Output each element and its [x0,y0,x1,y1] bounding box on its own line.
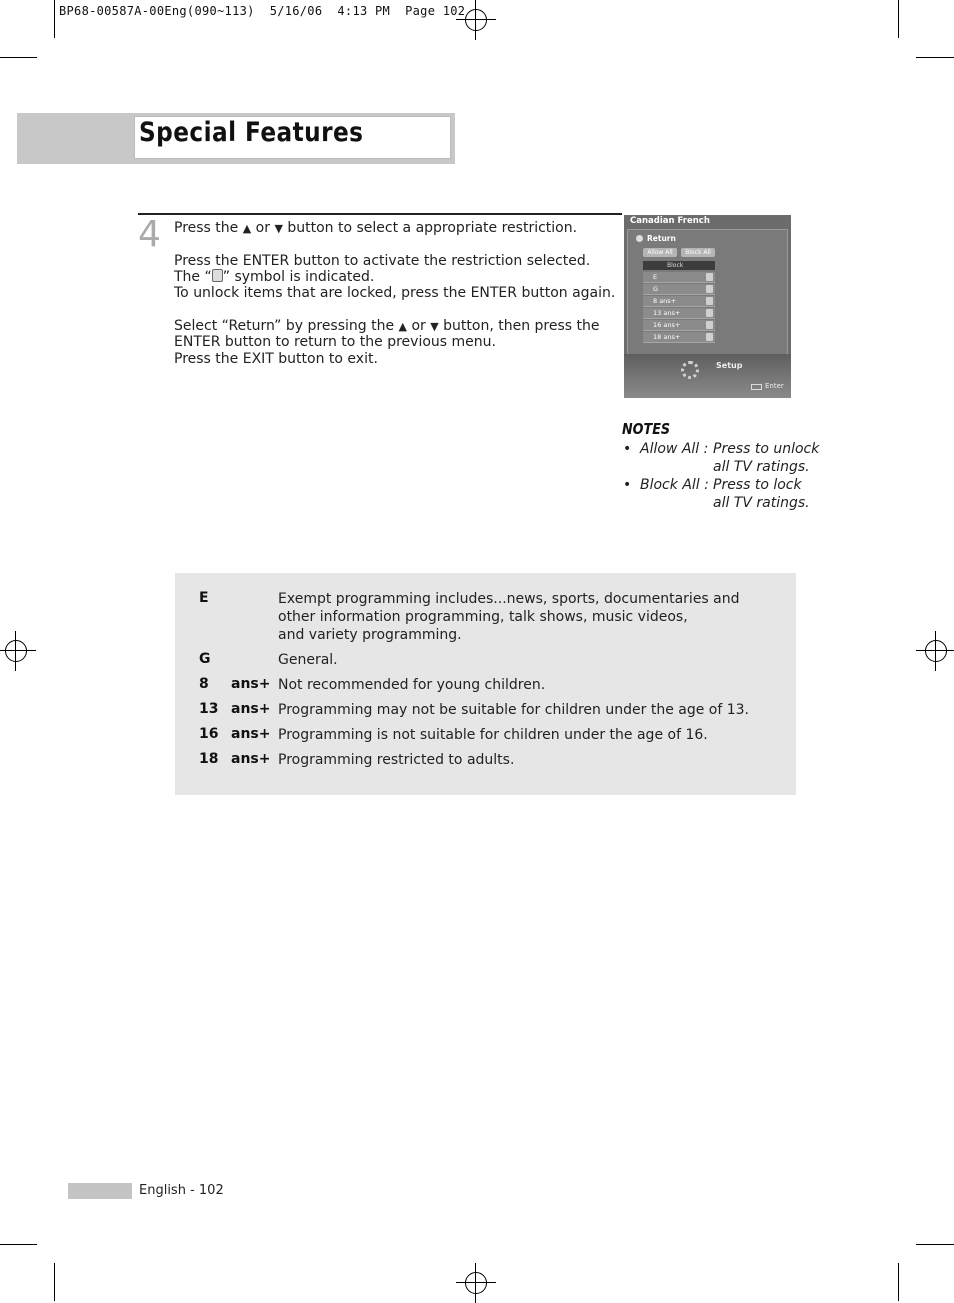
crop-mark [0,57,37,58]
text: button, then press the [438,318,600,334]
rating-code: E [199,590,209,606]
rating-label: 16 ans+ [653,321,681,329]
text: Press the [174,220,243,236]
crop-mark [54,0,55,38]
step-line-2: Press the ENTER button to activate the restriction selected. [174,253,591,269]
step-line-6: ENTER button to return to the previous menu. [174,334,496,350]
return-icon [636,235,643,242]
step-line-7: Press the EXIT button to exit. [174,351,378,367]
lock-icon [706,273,713,281]
up-arrow-icon: ▲ [398,320,408,333]
rating-code: 16 [199,726,219,742]
rating-row[interactable] [643,332,715,343]
text: button to select a appropriate restriction. [282,220,578,236]
footer-bar [68,1183,132,1199]
note-bullet: • [623,477,632,493]
down-arrow-icon: ▼ [274,222,283,235]
rating-label: 18 ans+ [653,333,681,341]
registration-mark-bottom [456,1263,496,1303]
return-item[interactable]: Return [647,234,676,243]
note-value: all TV ratings. [713,459,810,475]
step-rule [138,213,622,215]
block-column-header: Block [643,261,715,270]
step-line-4: To unlock items that are locked, press the ENTER button again. [174,285,616,301]
rating-label: 8 ans+ [653,297,677,305]
lock-icon [212,269,223,282]
rating-row[interactable] [643,272,715,283]
up-arrow-icon: ▲ [242,222,252,235]
crop-mark [898,0,899,38]
lock-icon [706,321,713,329]
crop-mark [0,1244,37,1245]
lock-icon [706,333,713,341]
setup-label: Setup [716,361,743,370]
registration-mark-left [0,631,36,671]
rating-suffix: ans+ [231,726,271,742]
step-line-3 [174,269,374,285]
note-key-allow-all: Allow All : [640,441,709,457]
rating-suffix: ans+ [231,751,271,767]
gear-icon [681,361,699,379]
rating-description: Exempt programming includes...news, sports, documentaries and other information programming, talk shows, music videos, and variety programming. [278,591,740,643]
enter-icon [751,384,762,390]
allow-all-button[interactable]: Allow All [643,248,677,257]
note-key-block-all: Block All : [640,477,709,493]
rating-description: Not recommended for young children. [278,677,546,693]
rating-row[interactable] [643,320,715,331]
rating-row[interactable] [643,296,715,307]
enter-label: Enter [765,382,784,390]
crop-mark [916,57,954,58]
crop-mark [916,1244,954,1245]
text: or [411,318,426,334]
step-line-5 [174,318,600,335]
text: or [255,220,270,236]
menu-header: Canadian French [630,216,710,226]
rating-description: Programming is not suitable for children under the age of 16. [278,727,708,743]
crop-mark [54,1263,55,1301]
lock-icon [706,309,713,317]
step-line-1 [174,220,577,237]
note-bullet: • [623,441,632,457]
rating-description: Programming restricted to adults. [278,752,515,768]
note-value: Press to lock [713,477,802,493]
lock-icon [706,285,713,293]
lock-icon [706,297,713,305]
print-header: BP68-00587A-00Eng(090~113) 5/16/06 4:13 PM Page 102 [59,4,466,18]
text: The “ [174,269,212,285]
rating-row[interactable] [643,308,715,319]
menu-footer [624,354,791,398]
rating-suffix: ans+ [231,701,271,717]
page-title: Special Features [139,117,364,148]
rating-label: 13 ans+ [653,309,681,317]
note-value: all TV ratings. [713,495,810,511]
text: ” symbol is indicated. [222,269,375,285]
tv-menu-screenshot [624,215,791,398]
rating-code: 18 [199,751,219,767]
rating-label: G [653,285,659,293]
rating-code: 8 [199,676,209,692]
note-value: Press to unlock [713,441,820,457]
rating-suffix: ans+ [231,676,271,692]
rating-label: E [653,273,658,281]
rating-code: 13 [199,701,219,717]
rating-code: G [199,651,211,667]
rating-row[interactable] [643,284,715,295]
crop-mark [898,1263,899,1301]
block-all-button[interactable]: Block All [681,248,715,257]
notes-title: NOTES [622,420,671,438]
page-number: English - 102 [139,1183,224,1198]
registration-mark-right [916,631,954,671]
rating-description: Programming may not be suitable for children under the age of 13. [278,702,749,718]
text: Select “Return” by pressing the [174,318,399,334]
rating-description: General. [278,652,338,668]
step-number: 4 [138,214,161,255]
down-arrow-icon: ▼ [430,320,439,333]
registration-mark-top [456,0,496,40]
